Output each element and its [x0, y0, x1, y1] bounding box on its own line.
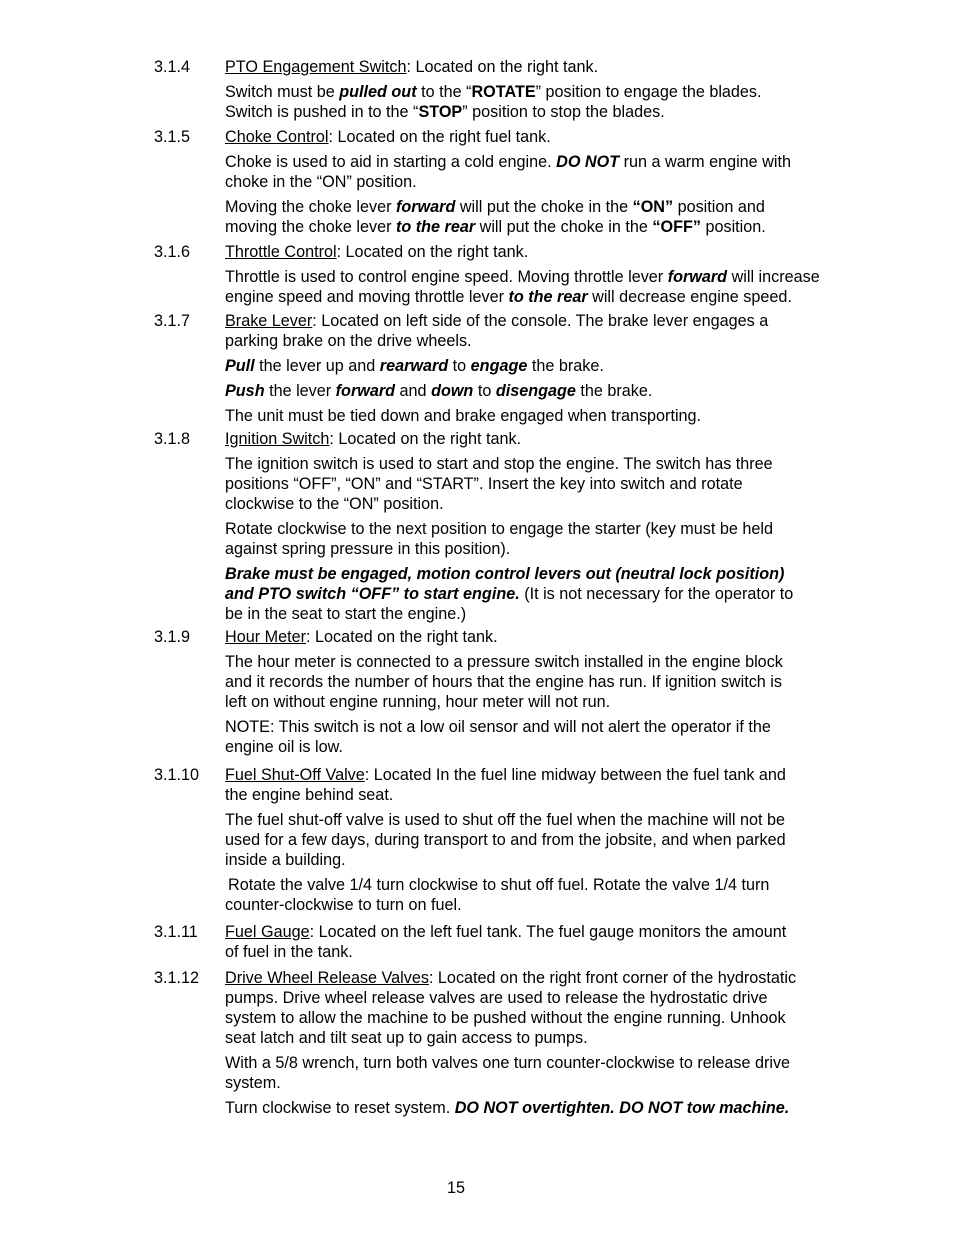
paragraph [225, 406, 865, 426]
section-title: Fuel Gauge [225, 923, 310, 941]
section-body [225, 922, 865, 962]
section-heading [225, 765, 865, 805]
text-run: left on without engine running, hour meter will not run. [225, 693, 611, 711]
section-location-cont: system to allow the machine to be pushed without the engine running. Unhook [225, 1009, 786, 1027]
text-run: engine speed and moving throttle lever [225, 288, 509, 306]
emphasis-text: and PTO switch “OFF” to start engine. [225, 585, 520, 603]
text-run: position. [700, 218, 766, 236]
text-run: counter-clockwise to turn on fuel. [225, 896, 462, 914]
text-run: Throttle is used to control engine speed. Moving throttle lever [225, 268, 668, 286]
section-3-1-9 [0, 627, 954, 762]
text-run: (It is not necessary for the operator to [519, 585, 794, 603]
text-run: The ignition switch is used to start and stop the engine. The switch has three [225, 455, 773, 473]
section-3-1-12 [0, 968, 954, 1123]
text-run: positions “OFF”, “ON” and “START”. Insert the key into switch and rotate [225, 475, 743, 493]
text-run: will put the choke in the [475, 218, 653, 236]
section-location: : Located on the right tank. [329, 430, 522, 448]
emphasis-text: Pull [225, 357, 255, 375]
section-title: Hour Meter [225, 628, 306, 646]
section-number: 3.1.10 [154, 766, 200, 784]
section-heading [225, 429, 865, 449]
section-heading [225, 627, 865, 647]
text-run: to [448, 357, 471, 375]
text-run: Rotate the valve 1/4 turn clockwise to shut off fuel. Rotate the valve 1/4 turn [228, 876, 770, 894]
section-location: : Located on the right front corner of the hydrostatic [428, 969, 797, 987]
emphasis-text: pulled out [339, 83, 417, 101]
text-run: and it records the number of hours that the engine has run. If ignition switch is [225, 673, 782, 691]
paragraph [225, 381, 865, 401]
text-run: the lever up and [254, 357, 380, 375]
section-location: : Located on left side of the console. The brake lever engages a [312, 312, 769, 330]
section-body [225, 57, 865, 122]
text-run: Turn clockwise to reset system. [225, 1099, 455, 1117]
text-run: against spring pressure in this position). [225, 540, 511, 558]
paragraph [225, 1053, 865, 1093]
section-heading [225, 968, 865, 1048]
text-run: inside a building. [225, 851, 346, 869]
text-run: With a 5/8 wrench, turn both valves one turn counter-clockwise to release drive [225, 1054, 791, 1072]
section-number: 3.1.11 [154, 923, 198, 941]
text-run: The hour meter is connected to a pressure switch installed in the engine block [225, 653, 783, 671]
paragraph [225, 564, 865, 624]
section-body [225, 765, 865, 915]
section-title: Brake Lever [225, 312, 313, 330]
emphasis-text: forward [667, 268, 728, 286]
section-heading [225, 311, 865, 351]
section-number: 3.1.12 [154, 969, 200, 987]
section-body [225, 127, 865, 237]
section-number: 3.1.4 [154, 58, 191, 76]
emphasis-text: “ON” [632, 198, 674, 216]
paragraph [225, 810, 865, 870]
emphasis-text: down [431, 382, 474, 400]
paragraph [225, 197, 865, 237]
text-run: system. [225, 1074, 281, 1092]
text-run: used for a few days, during transport to and from the jobsite, and when parked [225, 831, 786, 849]
section-location-cont: parking brake on the drive wheels. [225, 332, 472, 350]
text-run: ” position to engage the blades. [535, 83, 762, 101]
page-number: 15 [446, 1179, 465, 1197]
emphasis-text: engage [470, 357, 528, 375]
emphasis-text: “OFF” [652, 218, 701, 236]
section-number: 3.1.9 [154, 628, 191, 646]
emphasis-text: forward [395, 198, 456, 216]
section-body [225, 968, 865, 1118]
text-run: and [395, 382, 432, 400]
section-3-1-6 [0, 242, 954, 312]
text-run: to [473, 382, 496, 400]
section-heading [225, 242, 865, 262]
section-3-1-4 [0, 57, 954, 127]
section-location: : Located on the right tank. [305, 628, 498, 646]
section-location: : Located on the left fuel tank. The fuel gauge monitors the amount [309, 923, 787, 941]
section-title: Throttle Control [225, 243, 337, 261]
section-location-cont: pumps. Drive wheel release valves are used to release the hydrostatic drive [225, 989, 768, 1007]
section-heading [225, 57, 865, 77]
emphasis-text: Push [225, 382, 265, 400]
text-run: clockwise to the “ON” position. [225, 495, 444, 513]
text-run: moving the choke lever [225, 218, 396, 236]
section-location-cont: the engine behind seat. [225, 786, 394, 804]
section-3-1-5 [0, 127, 954, 242]
text-run: be in the seat to start the engine.) [225, 605, 467, 623]
paragraph [225, 1098, 865, 1118]
text-run: choke in the “ON” position. [225, 173, 417, 191]
emphasis-text: rearward [379, 357, 449, 375]
section-location: : Located on the right fuel tank. [328, 128, 551, 146]
section-number: 3.1.6 [154, 243, 191, 261]
text-run: ” position to stop the blades. [462, 103, 665, 121]
section-body [225, 627, 865, 757]
text-run: engine oil is low. [225, 738, 343, 756]
paragraph [225, 652, 865, 712]
text-run: position and [673, 198, 765, 216]
text-run: Moving the choke lever [225, 198, 396, 216]
section-3-1-7 [0, 311, 954, 431]
text-run: The unit must be tied down and brake engaged when transporting. [225, 407, 702, 425]
text-run: Switch is pushed in to the “ [225, 103, 419, 121]
paragraph [225, 519, 865, 559]
section-location: : Located In the fuel line midway between the fuel tank and [364, 766, 786, 784]
emphasis-text: to the rear [395, 218, 476, 236]
emphasis-text: to the rear [508, 288, 588, 306]
paragraph [225, 875, 865, 915]
section-3-1-10 [0, 765, 954, 920]
text-run: the brake. [527, 357, 604, 375]
section-heading [225, 922, 865, 962]
emphasis-text: disengage [495, 382, 576, 400]
section-heading [225, 127, 865, 147]
text-run: Switch must be [225, 83, 340, 101]
section-body [225, 429, 865, 624]
emphasis-text: forward [335, 382, 396, 400]
section-number: 3.1.8 [154, 430, 191, 448]
section-title: Ignition Switch [225, 430, 330, 448]
section-title: Drive Wheel Release Valves [225, 969, 429, 987]
section-number: 3.1.7 [154, 312, 191, 330]
section-3-1-11 [0, 922, 954, 967]
section-number: 3.1.5 [154, 128, 191, 146]
text-run: Choke is used to aid in starting a cold engine. [225, 153, 557, 171]
section-location-cont: seat latch and tilt seat up to gain access to pumps. [225, 1029, 588, 1047]
section-title: PTO Engagement Switch [225, 58, 407, 76]
emphasis-text: DO NOT overtighten. DO NOT tow machine. [454, 1099, 790, 1117]
section-location: : Located on the right tank. [406, 58, 599, 76]
section-location: : Located on the right tank. [336, 243, 529, 261]
emphasis-text: STOP [418, 103, 463, 121]
paragraph [225, 717, 865, 757]
emphasis-text: DO NOT [556, 153, 620, 171]
text-run: to the “ [416, 83, 472, 101]
emphasis-text: ROTATE [471, 83, 536, 101]
text-run: the lever [264, 382, 336, 400]
section-body [225, 311, 865, 426]
text-run: will increase [727, 268, 820, 286]
text-run: will put the choke in the [455, 198, 633, 216]
text-run: Rotate clockwise to the next position to engage the starter (key must be held [225, 520, 773, 538]
text-run: will decrease engine speed. [587, 288, 792, 306]
emphasis-text: Brake must be engaged, motion control levers out (neutral lock position) [225, 565, 785, 583]
section-3-1-8 [0, 429, 954, 629]
section-title: Fuel Shut-Off Valve [225, 766, 365, 784]
paragraph [225, 267, 865, 307]
section-body [225, 242, 865, 307]
text-run: The fuel shut-off valve is used to shut off the fuel when the machine will not be [225, 811, 786, 829]
text-run: the brake. [575, 382, 653, 400]
paragraph [225, 82, 865, 122]
section-location-cont: of fuel in the tank. [225, 943, 353, 961]
paragraph [225, 454, 865, 514]
paragraph [225, 356, 865, 376]
text-run: NOTE: This switch is not a low oil sensor and will not alert the operator if the [225, 718, 771, 736]
text-run: run a warm engine with [619, 153, 791, 171]
paragraph [225, 152, 865, 192]
section-title: Choke Control [225, 128, 329, 146]
